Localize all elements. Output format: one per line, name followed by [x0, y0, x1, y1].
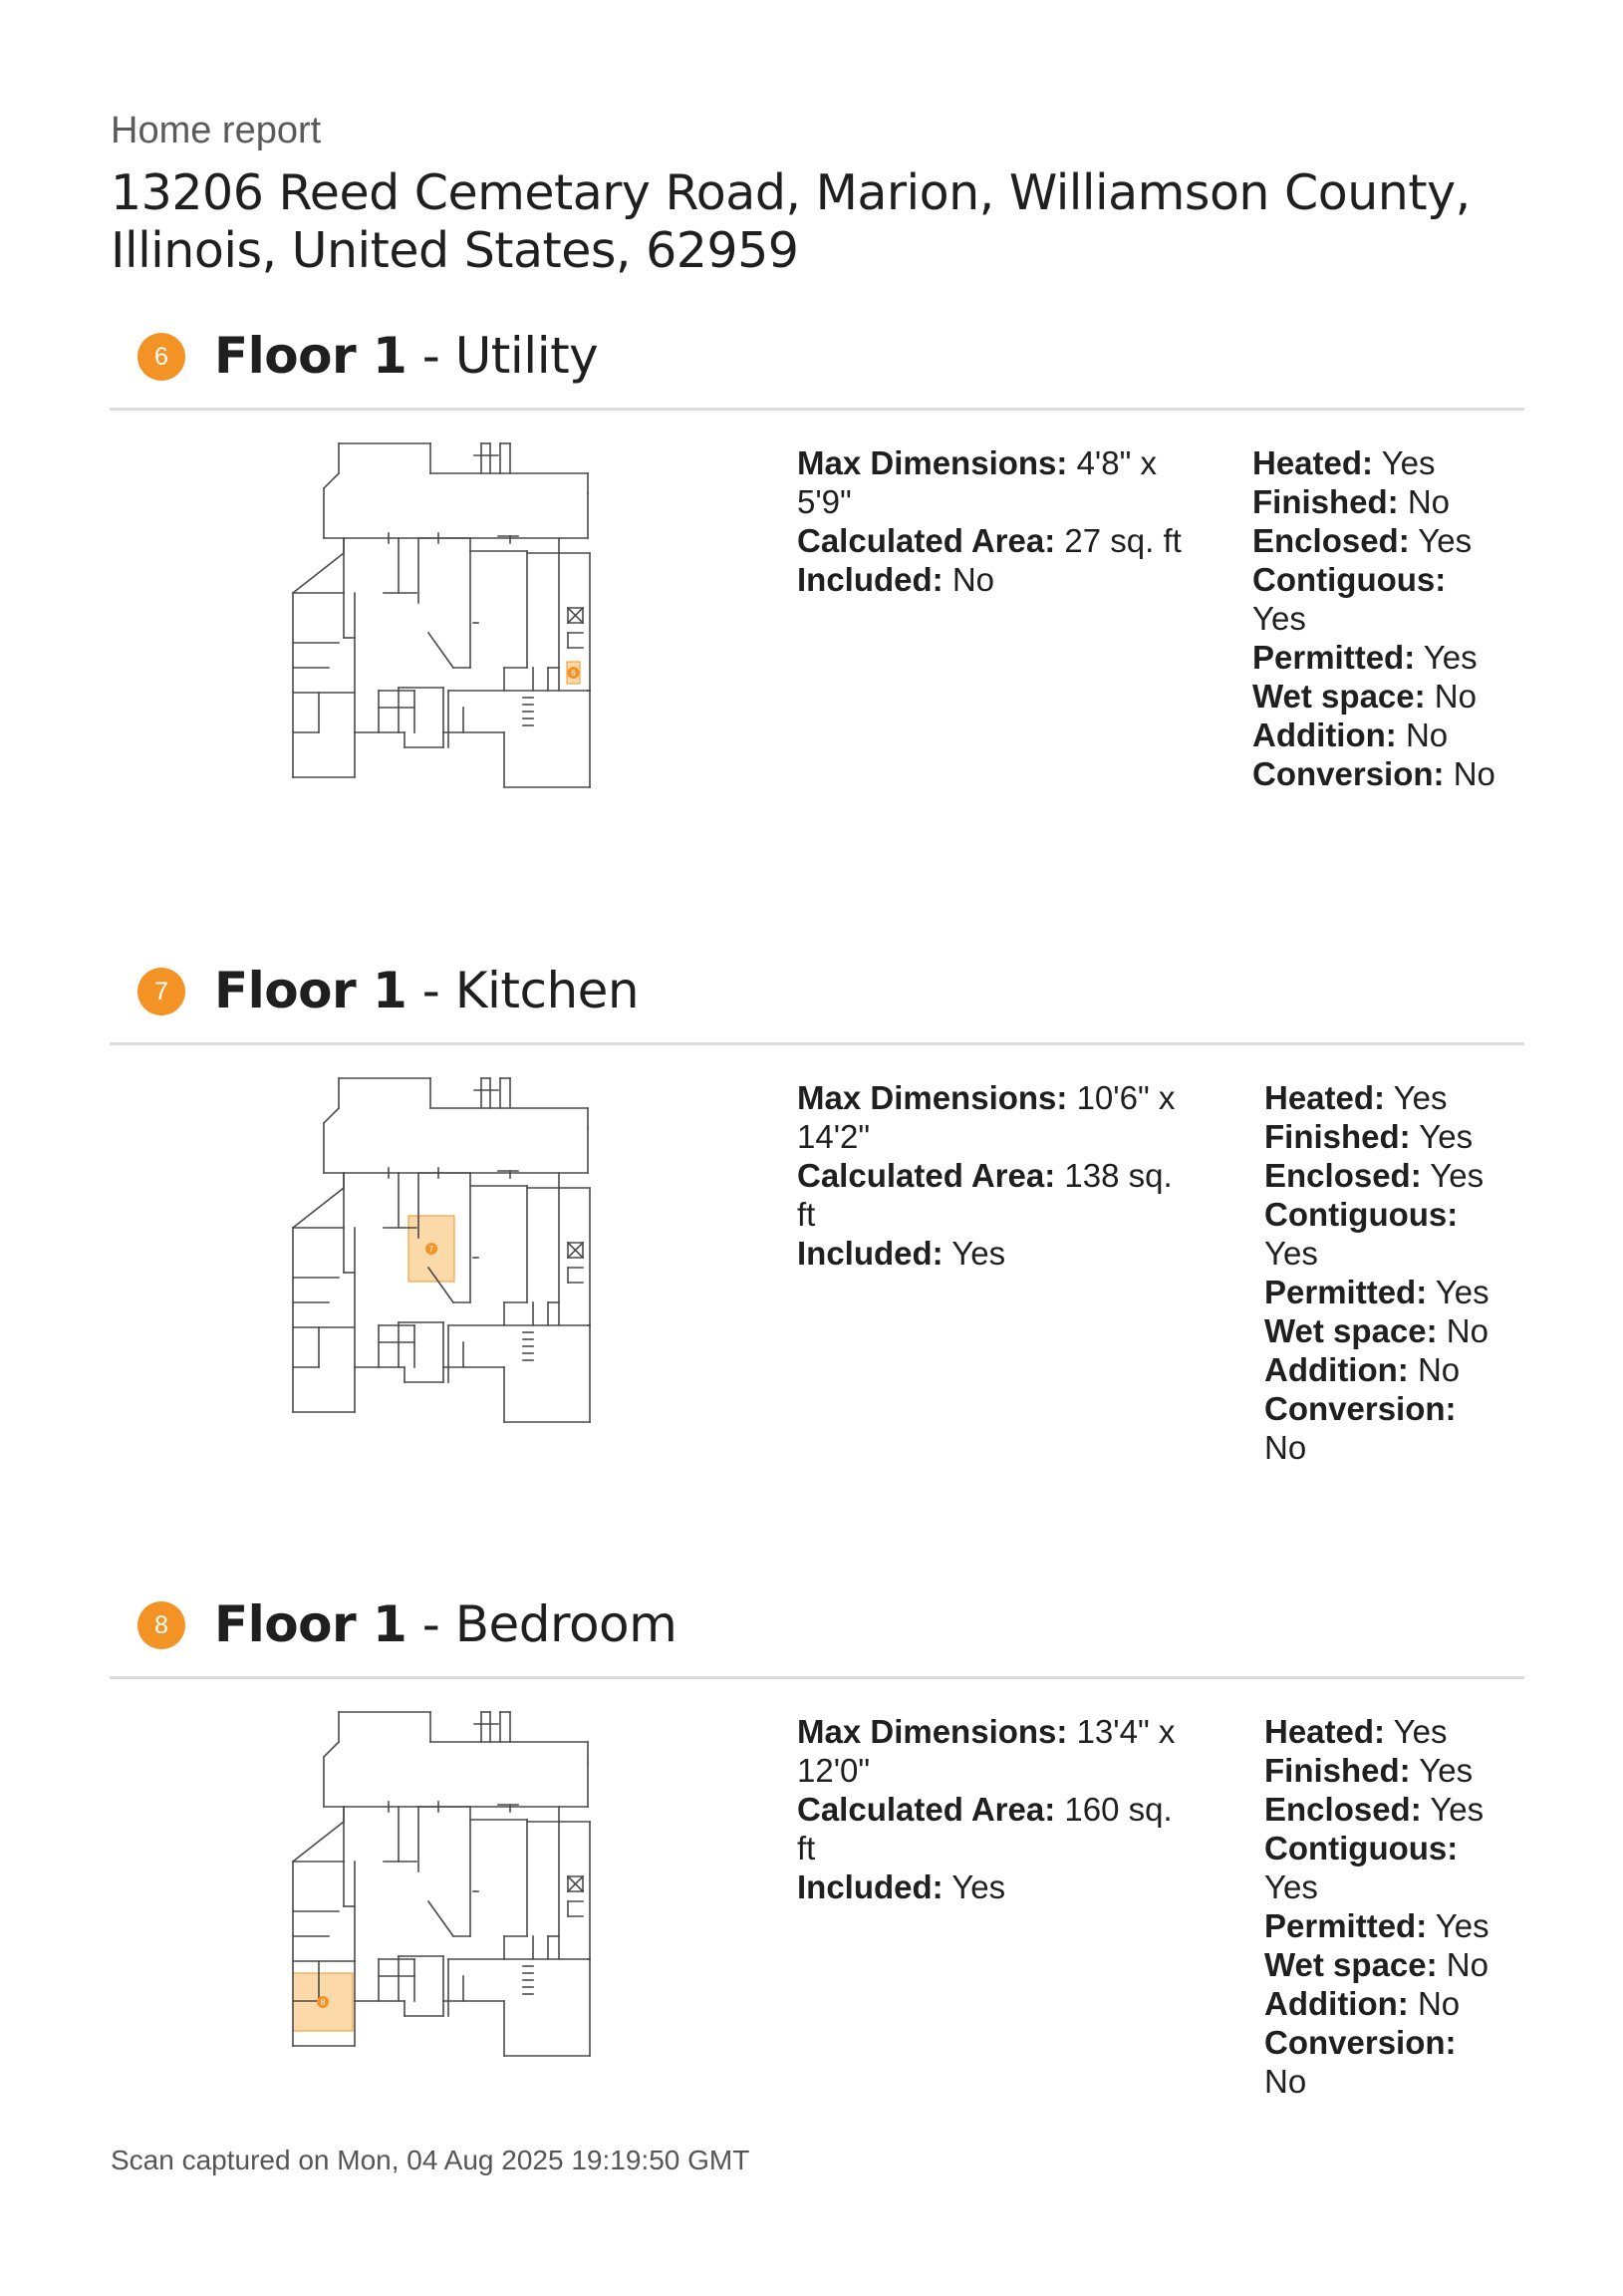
attribute-row	[1264, 1311, 1493, 1350]
section-divider	[110, 1676, 1524, 1679]
floor-plan-drawing	[279, 433, 608, 792]
attribute-row	[1264, 1945, 1493, 1984]
attribute-value: Yes	[1419, 1118, 1474, 1155]
attribute-value: No	[1264, 1429, 1307, 1466]
attribute-row	[1252, 638, 1501, 677]
detail-row	[797, 1078, 1196, 1156]
attribute-value: No	[1446, 1946, 1488, 1983]
detail-key: Calculated Area:	[797, 1791, 1056, 1828]
attribute-row	[1252, 677, 1501, 716]
room-attributes	[1264, 1712, 1493, 2101]
detail-row	[797, 1234, 1196, 1273]
detail-key: Included:	[797, 1868, 944, 1905]
attribute-key: Enclosed:	[1264, 1157, 1422, 1194]
room-title: Floor 1 - Utility	[214, 327, 599, 385]
attribute-key: Permitted:	[1264, 1274, 1428, 1310]
attribute-key: Contiguous:	[1264, 1196, 1459, 1233]
attribute-row	[1264, 2023, 1493, 2101]
detail-key: Max Dimensions:	[797, 1713, 1068, 1750]
attribute-key: Contiguous:	[1264, 1830, 1459, 1866]
detail-value: 138 sq. ft	[797, 1157, 1173, 1233]
room-dimensions	[797, 1078, 1196, 1273]
attribute-key: Conversion:	[1252, 755, 1445, 792]
attribute-row	[1252, 482, 1501, 521]
attribute-key: Addition:	[1264, 1985, 1409, 2022]
attribute-row	[1264, 1350, 1493, 1389]
room-number-badge: 7	[137, 968, 185, 1015]
attribute-row	[1264, 1195, 1493, 1273]
attribute-value: Yes	[1393, 1079, 1448, 1116]
attribute-value: Yes	[1430, 1791, 1485, 1828]
attribute-key: Addition:	[1252, 717, 1397, 753]
detail-row	[797, 1156, 1196, 1234]
attribute-value: Yes	[1418, 522, 1473, 559]
detail-row	[797, 1790, 1196, 1867]
attribute-key: Wet space:	[1252, 678, 1426, 715]
floor-label: Floor 1	[214, 1595, 407, 1653]
room-attributes	[1264, 1078, 1493, 1467]
detail-value: Yes	[951, 1235, 1006, 1272]
room-marker-number: 7	[428, 1245, 434, 1254]
detail-value: 27 sq. ft	[1064, 522, 1182, 559]
section-divider	[110, 1042, 1524, 1045]
attribute-row	[1264, 1389, 1493, 1467]
attribute-value: No	[1264, 2063, 1307, 2100]
room-section-kitchen	[0, 964, 1623, 1522]
attribute-key: Conversion:	[1264, 1390, 1457, 1427]
detail-value: Yes	[951, 1868, 1006, 1905]
attribute-value: No	[1405, 717, 1449, 753]
floor-plan-thumbnail	[279, 1068, 608, 1427]
attribute-row	[1264, 1984, 1493, 2023]
attribute-key: Enclosed:	[1264, 1791, 1422, 1828]
attribute-value: Yes	[1264, 1868, 1318, 1905]
attribute-row	[1264, 1751, 1493, 1790]
detail-row	[797, 443, 1216, 521]
floor-plan-thumbnail	[279, 1702, 608, 2061]
attribute-key: Finished:	[1264, 1118, 1411, 1155]
room-name: Bedroom	[454, 1595, 677, 1653]
attribute-key: Permitted:	[1252, 639, 1416, 676]
detail-value: 10'6" x 14'2"	[797, 1079, 1176, 1155]
attribute-value: No	[1434, 678, 1477, 715]
attribute-key: Finished:	[1252, 483, 1399, 520]
attribute-key: Wet space:	[1264, 1312, 1438, 1349]
attribute-row	[1252, 716, 1501, 754]
detail-row	[797, 1867, 1196, 1906]
attribute-value: Yes	[1393, 1713, 1448, 1750]
attribute-row	[1264, 1117, 1493, 1156]
room-dimensions	[797, 1712, 1196, 1906]
attribute-row	[1264, 1790, 1493, 1829]
attribute-value: Yes	[1381, 444, 1436, 481]
attribute-key: Enclosed:	[1252, 522, 1410, 559]
room-number-badge: 8	[137, 1601, 185, 1649]
attribute-row	[1252, 521, 1501, 560]
attribute-key: Addition:	[1264, 1351, 1409, 1388]
room-section-utility	[0, 329, 1623, 887]
attribute-value: Yes	[1435, 1274, 1489, 1310]
attribute-row	[1264, 1273, 1493, 1311]
floor-plan-drawing	[279, 1702, 608, 2061]
floor-plan-drawing	[279, 1068, 608, 1427]
attribute-row	[1264, 1156, 1493, 1195]
attribute-row	[1264, 1078, 1493, 1117]
room-marker-number: 6	[571, 669, 576, 678]
detail-key: Calculated Area:	[797, 1157, 1056, 1194]
attribute-value: Yes	[1419, 1752, 1474, 1789]
floor-label: Floor 1	[214, 327, 407, 385]
room-marker-number: 8	[320, 1998, 326, 2007]
detail-row	[797, 521, 1216, 560]
section-divider	[110, 408, 1524, 411]
detail-key: Max Dimensions:	[797, 1079, 1068, 1116]
room-number-badge: 6	[137, 333, 185, 381]
floor-plan-thumbnail	[279, 433, 608, 792]
attribute-key: Heated:	[1264, 1079, 1386, 1116]
attribute-row	[1264, 1906, 1493, 1945]
detail-row	[797, 1712, 1196, 1790]
attribute-value: No	[1417, 1351, 1461, 1388]
detail-key: Included:	[797, 561, 944, 598]
attribute-value: Yes	[1252, 600, 1306, 637]
attribute-row	[1264, 1712, 1493, 1751]
attribute-value: No	[1446, 1312, 1488, 1349]
detail-key: Calculated Area:	[797, 522, 1056, 559]
attribute-key: Contiguous:	[1252, 561, 1447, 598]
property-address: 13206 Reed Cemetary Road, Marion, Williamson County, Illinois, United States, 62959	[111, 164, 1471, 279]
room-name: Utility	[454, 327, 599, 385]
attribute-row	[1252, 560, 1501, 638]
detail-key: Included:	[797, 1235, 944, 1272]
attribute-value: No	[1407, 483, 1451, 520]
attribute-row	[1252, 443, 1501, 482]
detail-row	[797, 560, 1216, 599]
detail-value: 4'8" x 5'9"	[797, 444, 1157, 520]
room-dimensions	[797, 443, 1216, 599]
room-title: Floor 1 - Bedroom	[214, 1595, 677, 1653]
floor-label: Floor 1	[214, 962, 407, 1019]
attribute-key: Wet space:	[1264, 1946, 1438, 1983]
report-label: Home report	[111, 110, 322, 151]
attribute-value: Yes	[1423, 639, 1478, 676]
attribute-key: Conversion:	[1264, 2024, 1457, 2061]
scan-timestamp: Scan captured on Mon, 04 Aug 2025 19:19:50 GMT	[111, 2145, 750, 2175]
detail-value: 13'4" x 12'0"	[797, 1713, 1176, 1789]
detail-value: 160 sq. ft	[797, 1791, 1173, 1866]
attribute-row	[1264, 1829, 1493, 1906]
room-name: Kitchen	[454, 962, 640, 1019]
attribute-key: Finished:	[1264, 1752, 1411, 1789]
attribute-value: Yes	[1430, 1157, 1485, 1194]
attribute-key: Heated:	[1252, 444, 1374, 481]
room-title: Floor 1 - Kitchen	[214, 962, 640, 1019]
plan-walls	[293, 443, 590, 787]
attribute-key: Permitted:	[1264, 1907, 1428, 1944]
room-attributes	[1252, 443, 1501, 793]
room-section-bedroom	[0, 1597, 1623, 2155]
attribute-value: No	[1453, 755, 1495, 792]
detail-key: Max Dimensions:	[797, 444, 1068, 481]
detail-value: No	[951, 561, 995, 598]
attribute-row	[1252, 754, 1501, 793]
attribute-value: No	[1417, 1985, 1461, 2022]
attribute-value: Yes	[1435, 1907, 1489, 1944]
attribute-key: Heated:	[1264, 1713, 1386, 1750]
attribute-value: Yes	[1264, 1235, 1318, 1272]
